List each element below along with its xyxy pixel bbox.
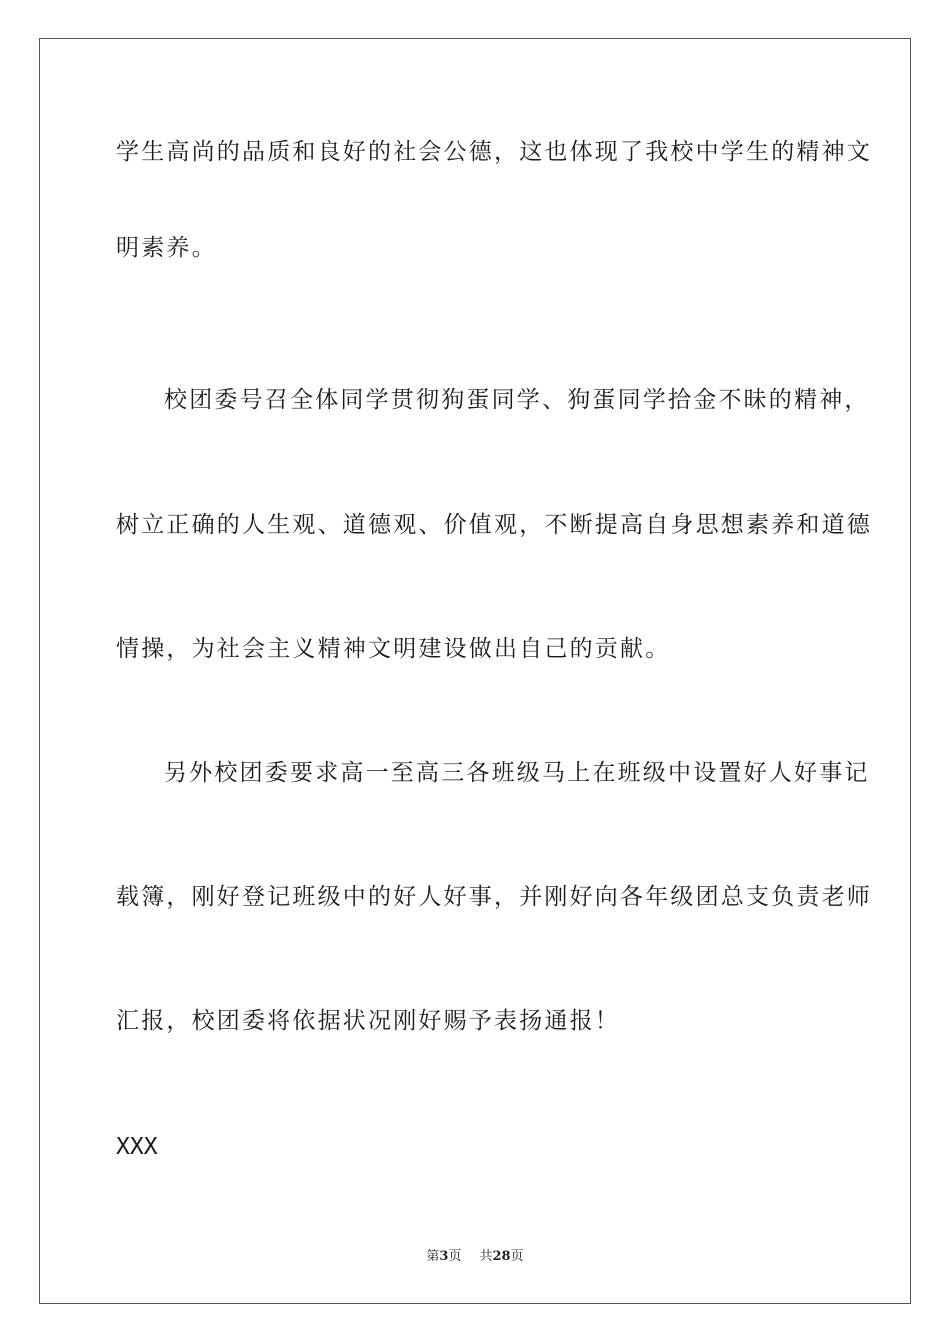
body-line-1: 学生高尚的品质和良好的社会公德，这也体现了我校中学生的精神文 xyxy=(116,139,872,165)
page-border xyxy=(39,38,911,1304)
footer-total-pages: 28 xyxy=(492,1249,511,1264)
footer-page-suffix: 页 xyxy=(448,1249,462,1264)
body-line-3: 校团委号召全体同学贯彻狗蛋同学、狗蛋同学拾金不昧的精神， xyxy=(164,387,870,413)
footer-total-prefix: 共 xyxy=(479,1249,493,1264)
body-line-8: 汇报，校团委将依据状况刚好赐予表扬通报！ xyxy=(116,1008,620,1034)
body-line-6: 另外校团委要求高一至高三各班级马上在班级中设置好人好事记 xyxy=(164,760,870,786)
footer-page-number: 3 xyxy=(439,1249,449,1264)
page-footer xyxy=(0,1250,950,1263)
signature-line: XXX xyxy=(116,1134,158,1160)
footer-total-suffix: 页 xyxy=(510,1249,524,1264)
body-line-4: 树立正确的人生观、道德观、价值观，不断提高自身思想素养和道德 xyxy=(116,512,872,538)
footer-page-prefix: 第 xyxy=(426,1249,440,1264)
body-line-7: 载簿，刚好登记班级中的好人好事，并刚好向各年级团总支负责老师 xyxy=(116,884,872,910)
body-line-5: 情操，为社会主义精神文明建设做出自己的贡献。 xyxy=(116,636,671,662)
body-line-2: 明素养。 xyxy=(116,235,217,261)
